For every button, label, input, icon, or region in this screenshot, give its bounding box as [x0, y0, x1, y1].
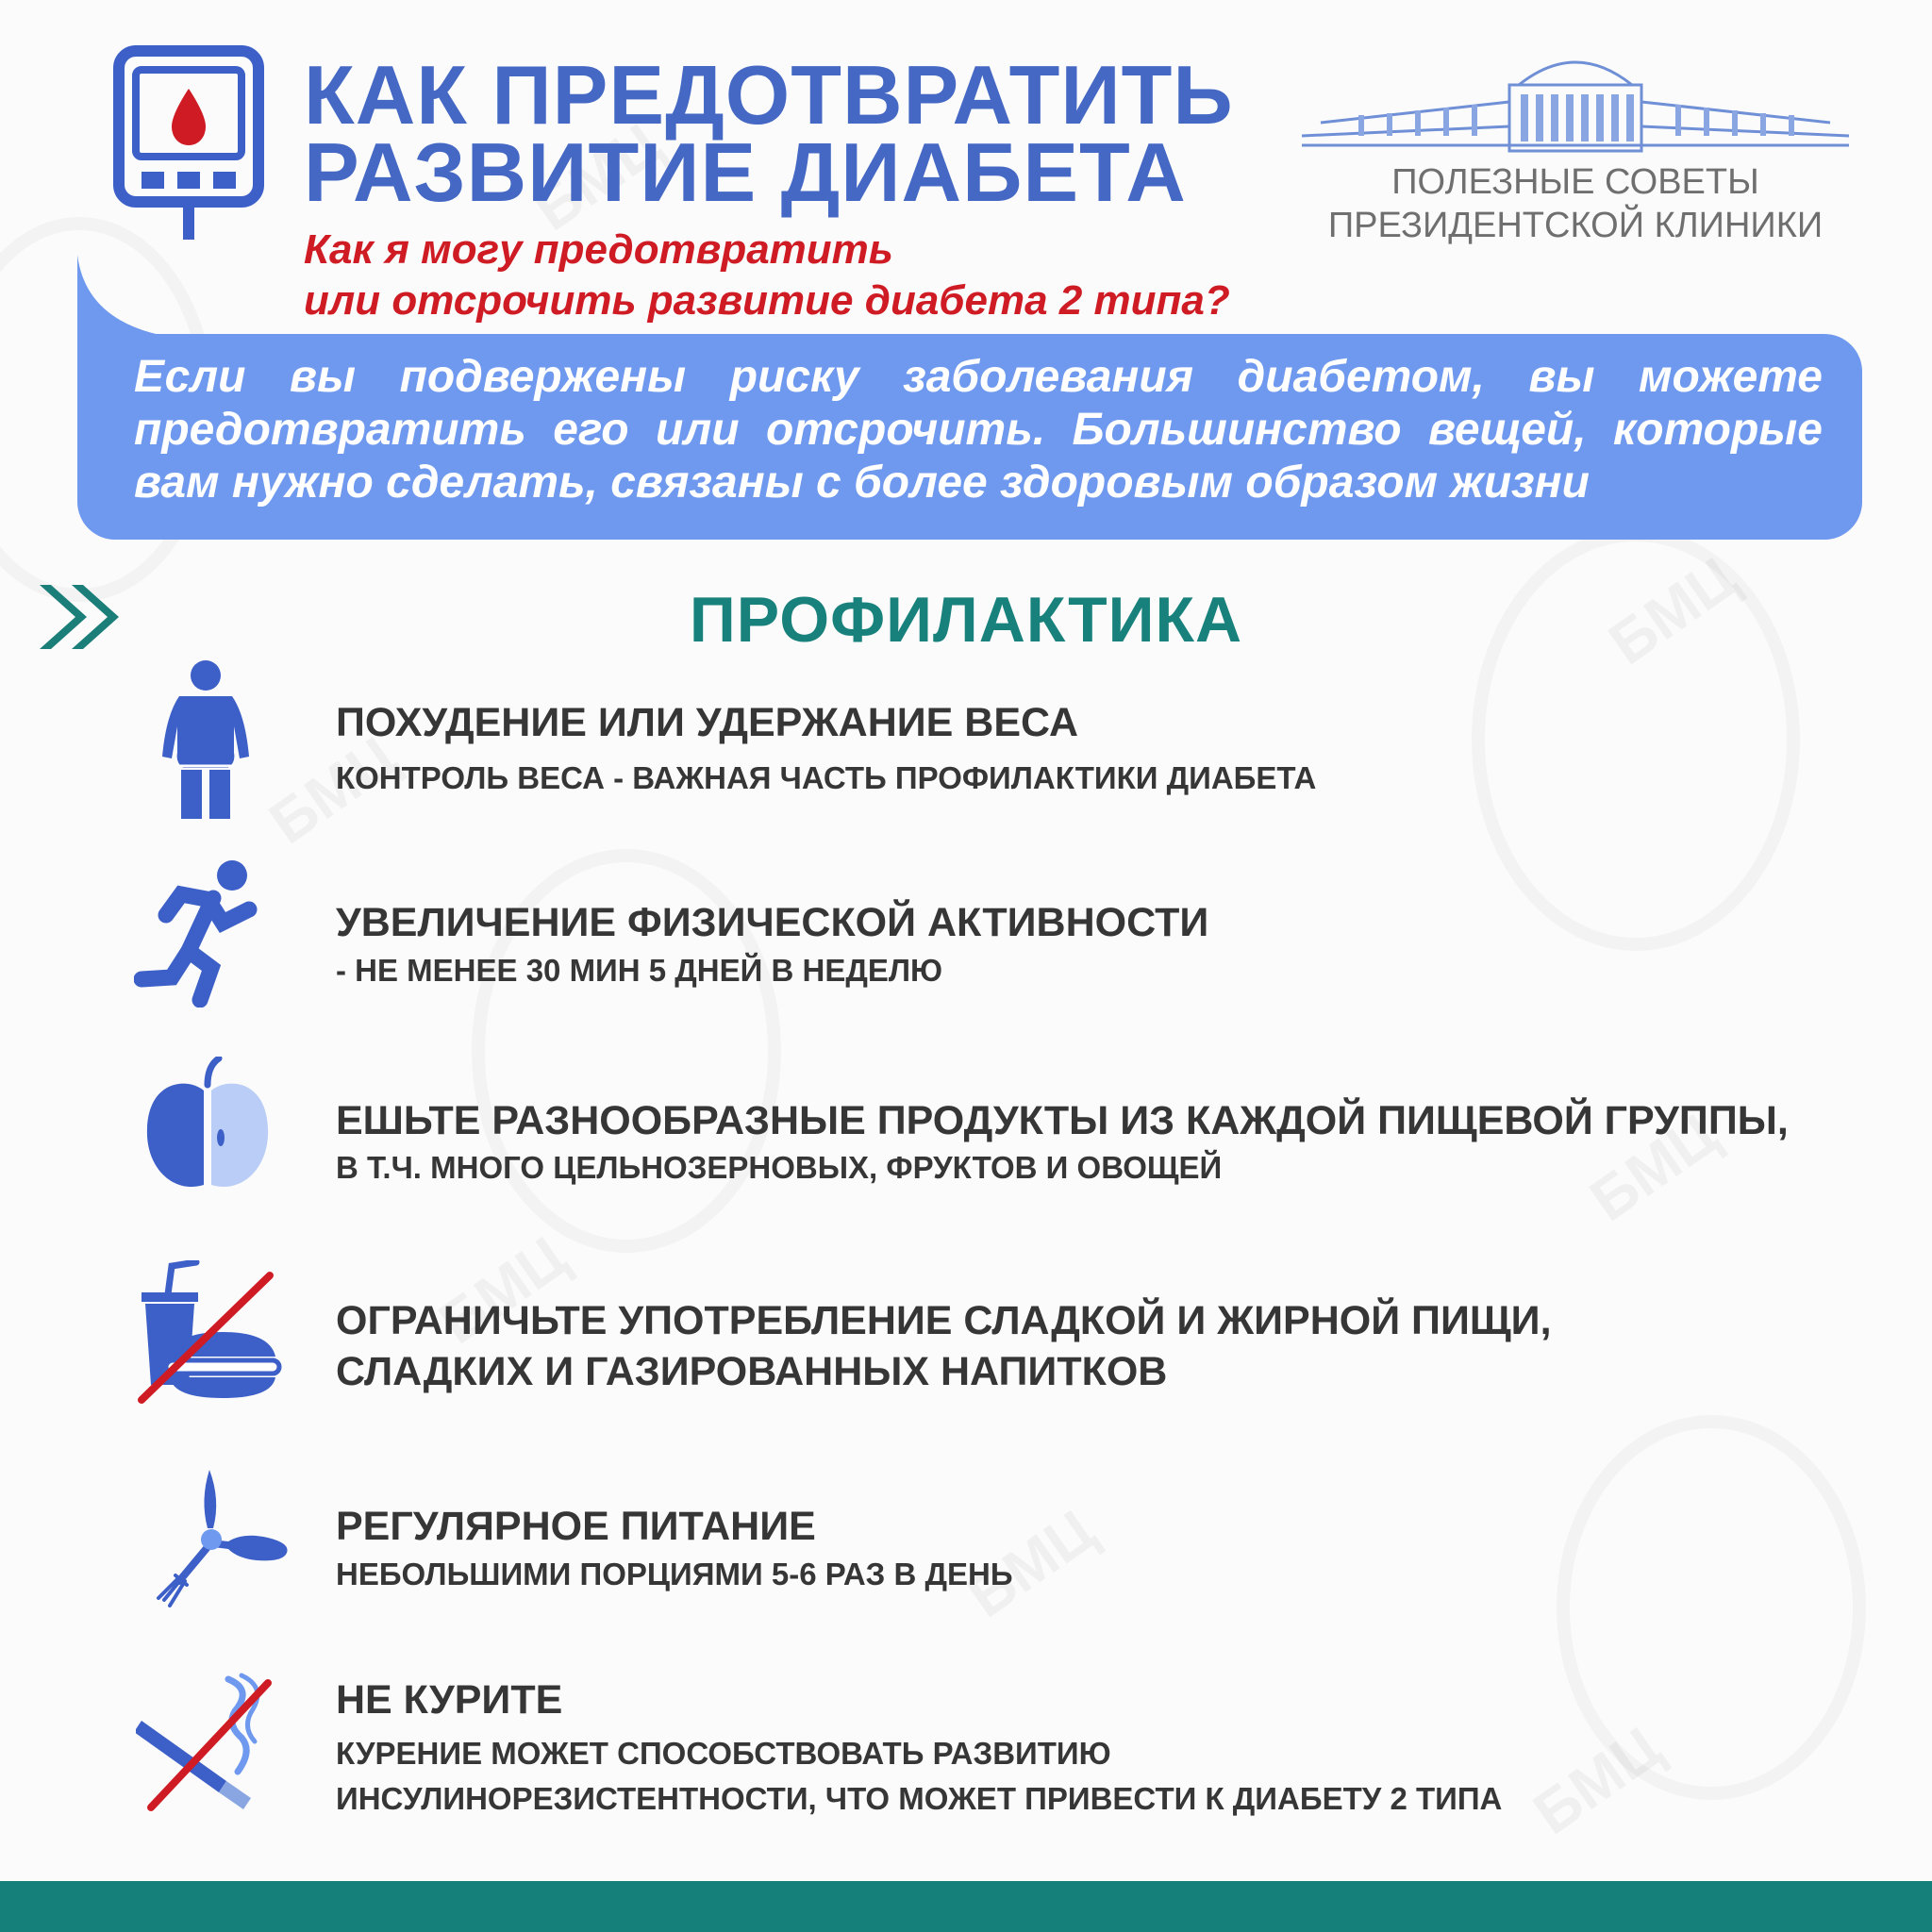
brand-caption-line-1: ПОЛЕЗНЫЕ СОВЕТЫ — [1391, 162, 1759, 202]
item-heading-sugar-line2: СЛАДКИХ И ГАЗИРОВАННЫХ НАПИТКОВ — [336, 1349, 1168, 1394]
cutlery-icon — [153, 1462, 294, 1613]
item-heading-weight: ПОХУДЕНИЕ ИЛИ УДЕРЖАНИЕ ВЕСА — [336, 700, 1079, 745]
footer-bar — [0, 1881, 1932, 1932]
item-heading-smoking: НЕ КУРИТЕ — [336, 1677, 563, 1723]
intro-banner-text: Если вы подвержены риску заболевания диабетом, вы можете предотвратить его или отсрочить. Большинство вещей, которые вам нужно сделать, связаны с более здоровым образом жизни — [134, 352, 1823, 508]
item-heading-food: ЕШЬТЕ РАЗНООБРАЗНЫЕ ПРОДУКТЫ ИЗ КАЖДОЙ ПИЩЕВОЙ ГРУППЫ, — [336, 1098, 1789, 1143]
glucose-meter-icon — [113, 45, 264, 243]
item-desc-smoking-line2: ИНСУЛИНОРЕЗИСТЕНТНОСТИ, ЧТО МОЖЕТ ПРИВЕСТИ К ДИАБЕТУ 2 ТИПА — [336, 1781, 1503, 1816]
no-smoking-icon — [136, 1670, 277, 1811]
item-desc-activity: - НЕ МЕНЕЕ 30 МИН 5 ДНЕЙ В НЕДЕЛЮ — [336, 953, 943, 988]
brand-caption — [1302, 160, 1849, 247]
item-heading-activity: УВЕЛИЧЕНИЕ ФИЗИЧЕСКОЙ АКТИВНОСТИ — [336, 900, 1209, 945]
item-heading-sugar: ОГРАНИЧЬТЕ УПОТРЕБЛЕНИЕ СЛАДКОЙ И ЖИРНОЙ ПИЩИ, — [336, 1298, 1552, 1343]
section-title — [0, 583, 1932, 657]
item-desc-meals: НЕБОЛЬШИМИ ПОРЦИЯМИ 5-6 РАЗ В ДЕНЬ — [336, 1557, 1013, 1591]
page-subtitle — [304, 225, 1230, 326]
weight-person-icon — [158, 658, 253, 824]
apple-icon — [142, 1057, 274, 1198]
subtitle-line-2: или отсрочить развитие диабета 2 типа? — [304, 277, 1230, 324]
page-title — [304, 48, 1234, 219]
item-heading-meals: РЕГУЛЯРНОЕ ПИТАНИЕ — [336, 1504, 816, 1549]
clinic-building-logo — [1302, 36, 1849, 154]
no-fastfood-icon — [132, 1260, 283, 1406]
item-desc-food: В Т.Ч. МНОГО ЦЕЛЬНОЗЕРНОВЫХ, ФРУКТОВ И ОВОЩЕЙ — [336, 1150, 1223, 1185]
section-title-text: ПРОФИЛАКТИКА — [689, 584, 1243, 656]
title-line-1: КАК ПРЕДОТВРАТИТЬ — [304, 48, 1234, 142]
subtitle-line-1: Как я могу предотвратить — [304, 226, 893, 273]
item-desc-smoking-line1: КУРЕНИЕ МОЖЕТ СПОСОБСТВОВАТЬ РАЗВИТИЮ — [336, 1736, 1111, 1771]
brand-caption-line-2: ПРЕЗИДЕНТСКОЙ КЛИНИКИ — [1327, 206, 1824, 245]
title-line-2: РАЗВИТИЕ ДИАБЕТА — [304, 125, 1187, 219]
item-desc-weight: КОНТРОЛЬ ВЕСА - ВАЖНАЯ ЧАСТЬ ПРОФИЛАКТИКИ ДИАБЕТА — [336, 760, 1317, 795]
running-person-icon — [134, 857, 266, 1008]
